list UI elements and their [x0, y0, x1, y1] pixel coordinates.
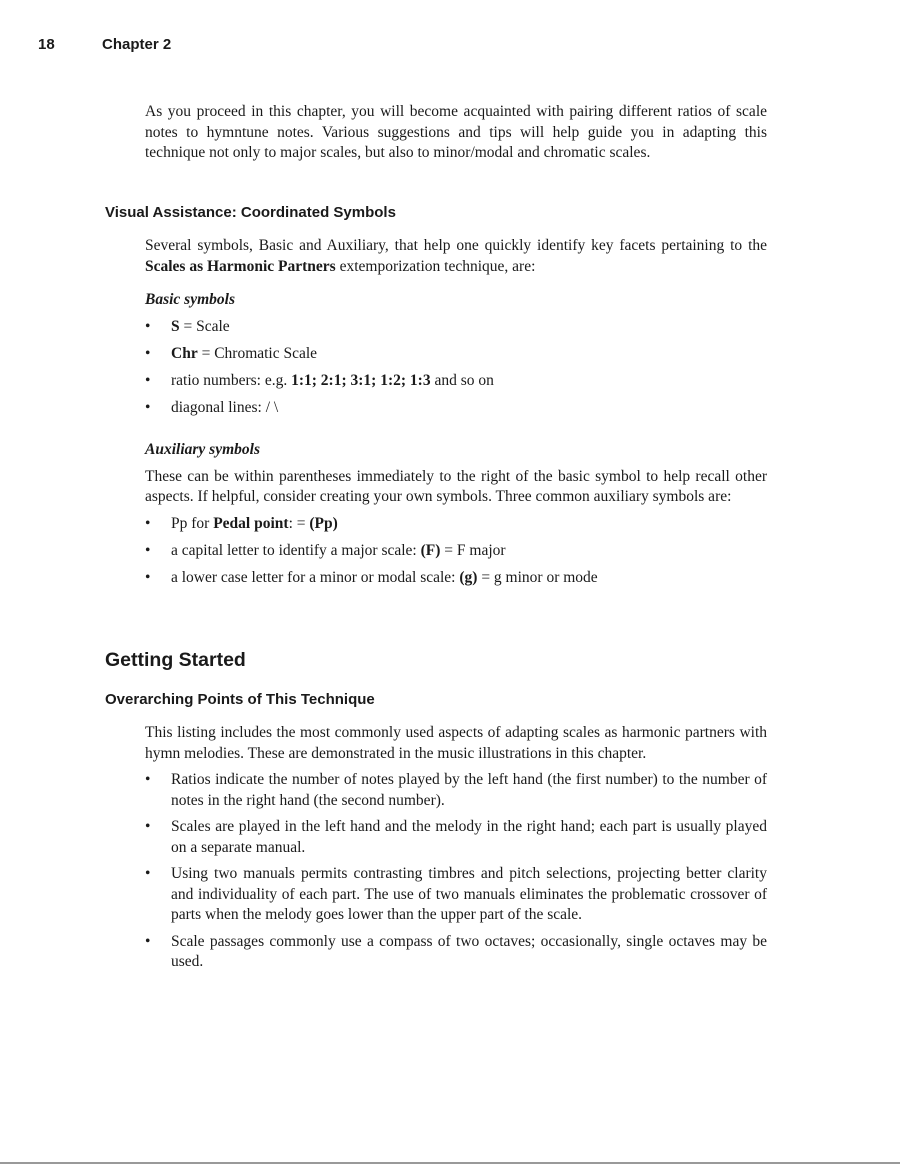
getting-started-paragraph: This listing includes the most commonly used aspects of adapting scales as harmonic partners with hymn melodies. These are demonstrated in the music illustrations in this chapter. [145, 724, 767, 762]
list-item [145, 344, 767, 365]
symbol-lead: ratio numbers: e.g. [171, 371, 292, 389]
basic-symbols-section [145, 290, 767, 425]
list-item [145, 568, 767, 589]
symbol-meaning: = F major [440, 541, 506, 559]
technique-points-list [145, 770, 767, 973]
basic-symbols-list [145, 317, 767, 419]
list-item [145, 541, 767, 562]
auxiliary-symbols-list [145, 514, 767, 589]
intro-paragraph: As you proceed in this chapter, you will become acquainted with pairing different ratios of scale notes to hymntune notes. Various suggestions and tips will help guide you in adapting this technique not only to major scales, but also to minor/modal and chromatic scales. [145, 103, 767, 161]
symbol-term: Pedal point [213, 514, 289, 532]
overarching-points-heading: Overarching Points of This Technique [105, 691, 375, 708]
symbol-mid: : = [288, 514, 310, 532]
technique-name: Scales as Harmonic Partners [145, 257, 336, 275]
symbol-lead: a lower case letter for a minor or modal scale: [171, 568, 460, 586]
symbols-intro-paragraph [145, 236, 767, 277]
auxiliary-symbols-section [145, 440, 767, 595]
symbol-meaning: = g minor or mode [477, 568, 598, 586]
symbol-code: S [171, 317, 180, 335]
symbols-intro-text-end: extemporization technique, are: [335, 257, 536, 275]
list-item: • Using two manuals permits contrasting timbres and pitch selections, projecting better clarity and individuality of each part. The use of two manuals eliminates the problematic crossover of parts when the melody goes lower than the upper part of the scale. [145, 864, 767, 926]
basic-symbols-heading: Basic symbols [145, 291, 235, 308]
symbol-lead: a capital letter to identify a major scale: [171, 541, 421, 559]
list-item: • Ratios indicate the number of notes played by the left hand (the first number) to the number of notes in the right hand (the second number). [145, 770, 767, 811]
page-number: 18 [38, 36, 55, 53]
list-item: • Scale passages commonly use a compass of two octaves; occasionally, single octaves may be used. [145, 932, 767, 973]
list-item [145, 398, 767, 419]
symbol-meaning: = Scale [179, 317, 230, 335]
getting-started-heading: Getting Started [105, 649, 246, 671]
list-item [145, 514, 767, 535]
chapter-label: Chapter 2 [102, 36, 172, 53]
list-item [145, 371, 767, 392]
visual-assistance-heading: Visual Assistance: Coordinated Symbols [105, 204, 396, 221]
symbol-code: Chr [171, 344, 198, 362]
running-header [38, 36, 171, 53]
symbol-code: (F) [420, 541, 441, 559]
symbol-lead: Pp for [171, 514, 214, 532]
symbol-code: (g) [459, 568, 478, 586]
list-item [145, 317, 767, 338]
auxiliary-symbols-paragraph: These can be within parentheses immediately to the right of the basic symbol to help recall other aspects. If helpful, consider creating your own symbols. Three common auxiliary symbols are: [145, 467, 767, 505]
symbol-meaning: and so on [430, 371, 494, 389]
symbols-intro-text: Several symbols, Basic and Auxiliary, that help one quickly identify key facets pertaining to the [145, 237, 767, 254]
symbol-lead: diagonal lines: / \ [171, 398, 279, 416]
getting-started-section [145, 723, 767, 979]
symbol-code: (Pp) [309, 514, 338, 532]
symbol-meaning: = Chromatic Scale [197, 344, 318, 362]
symbol-code: 1:1; 2:1; 3:1; 1:2; 1:3 [291, 371, 431, 389]
list-item: • Scales are played in the left hand and the melody in the right hand; each part is usually played on a separate manual. [145, 817, 767, 858]
auxiliary-symbols-heading: Auxiliary symbols [145, 441, 260, 458]
